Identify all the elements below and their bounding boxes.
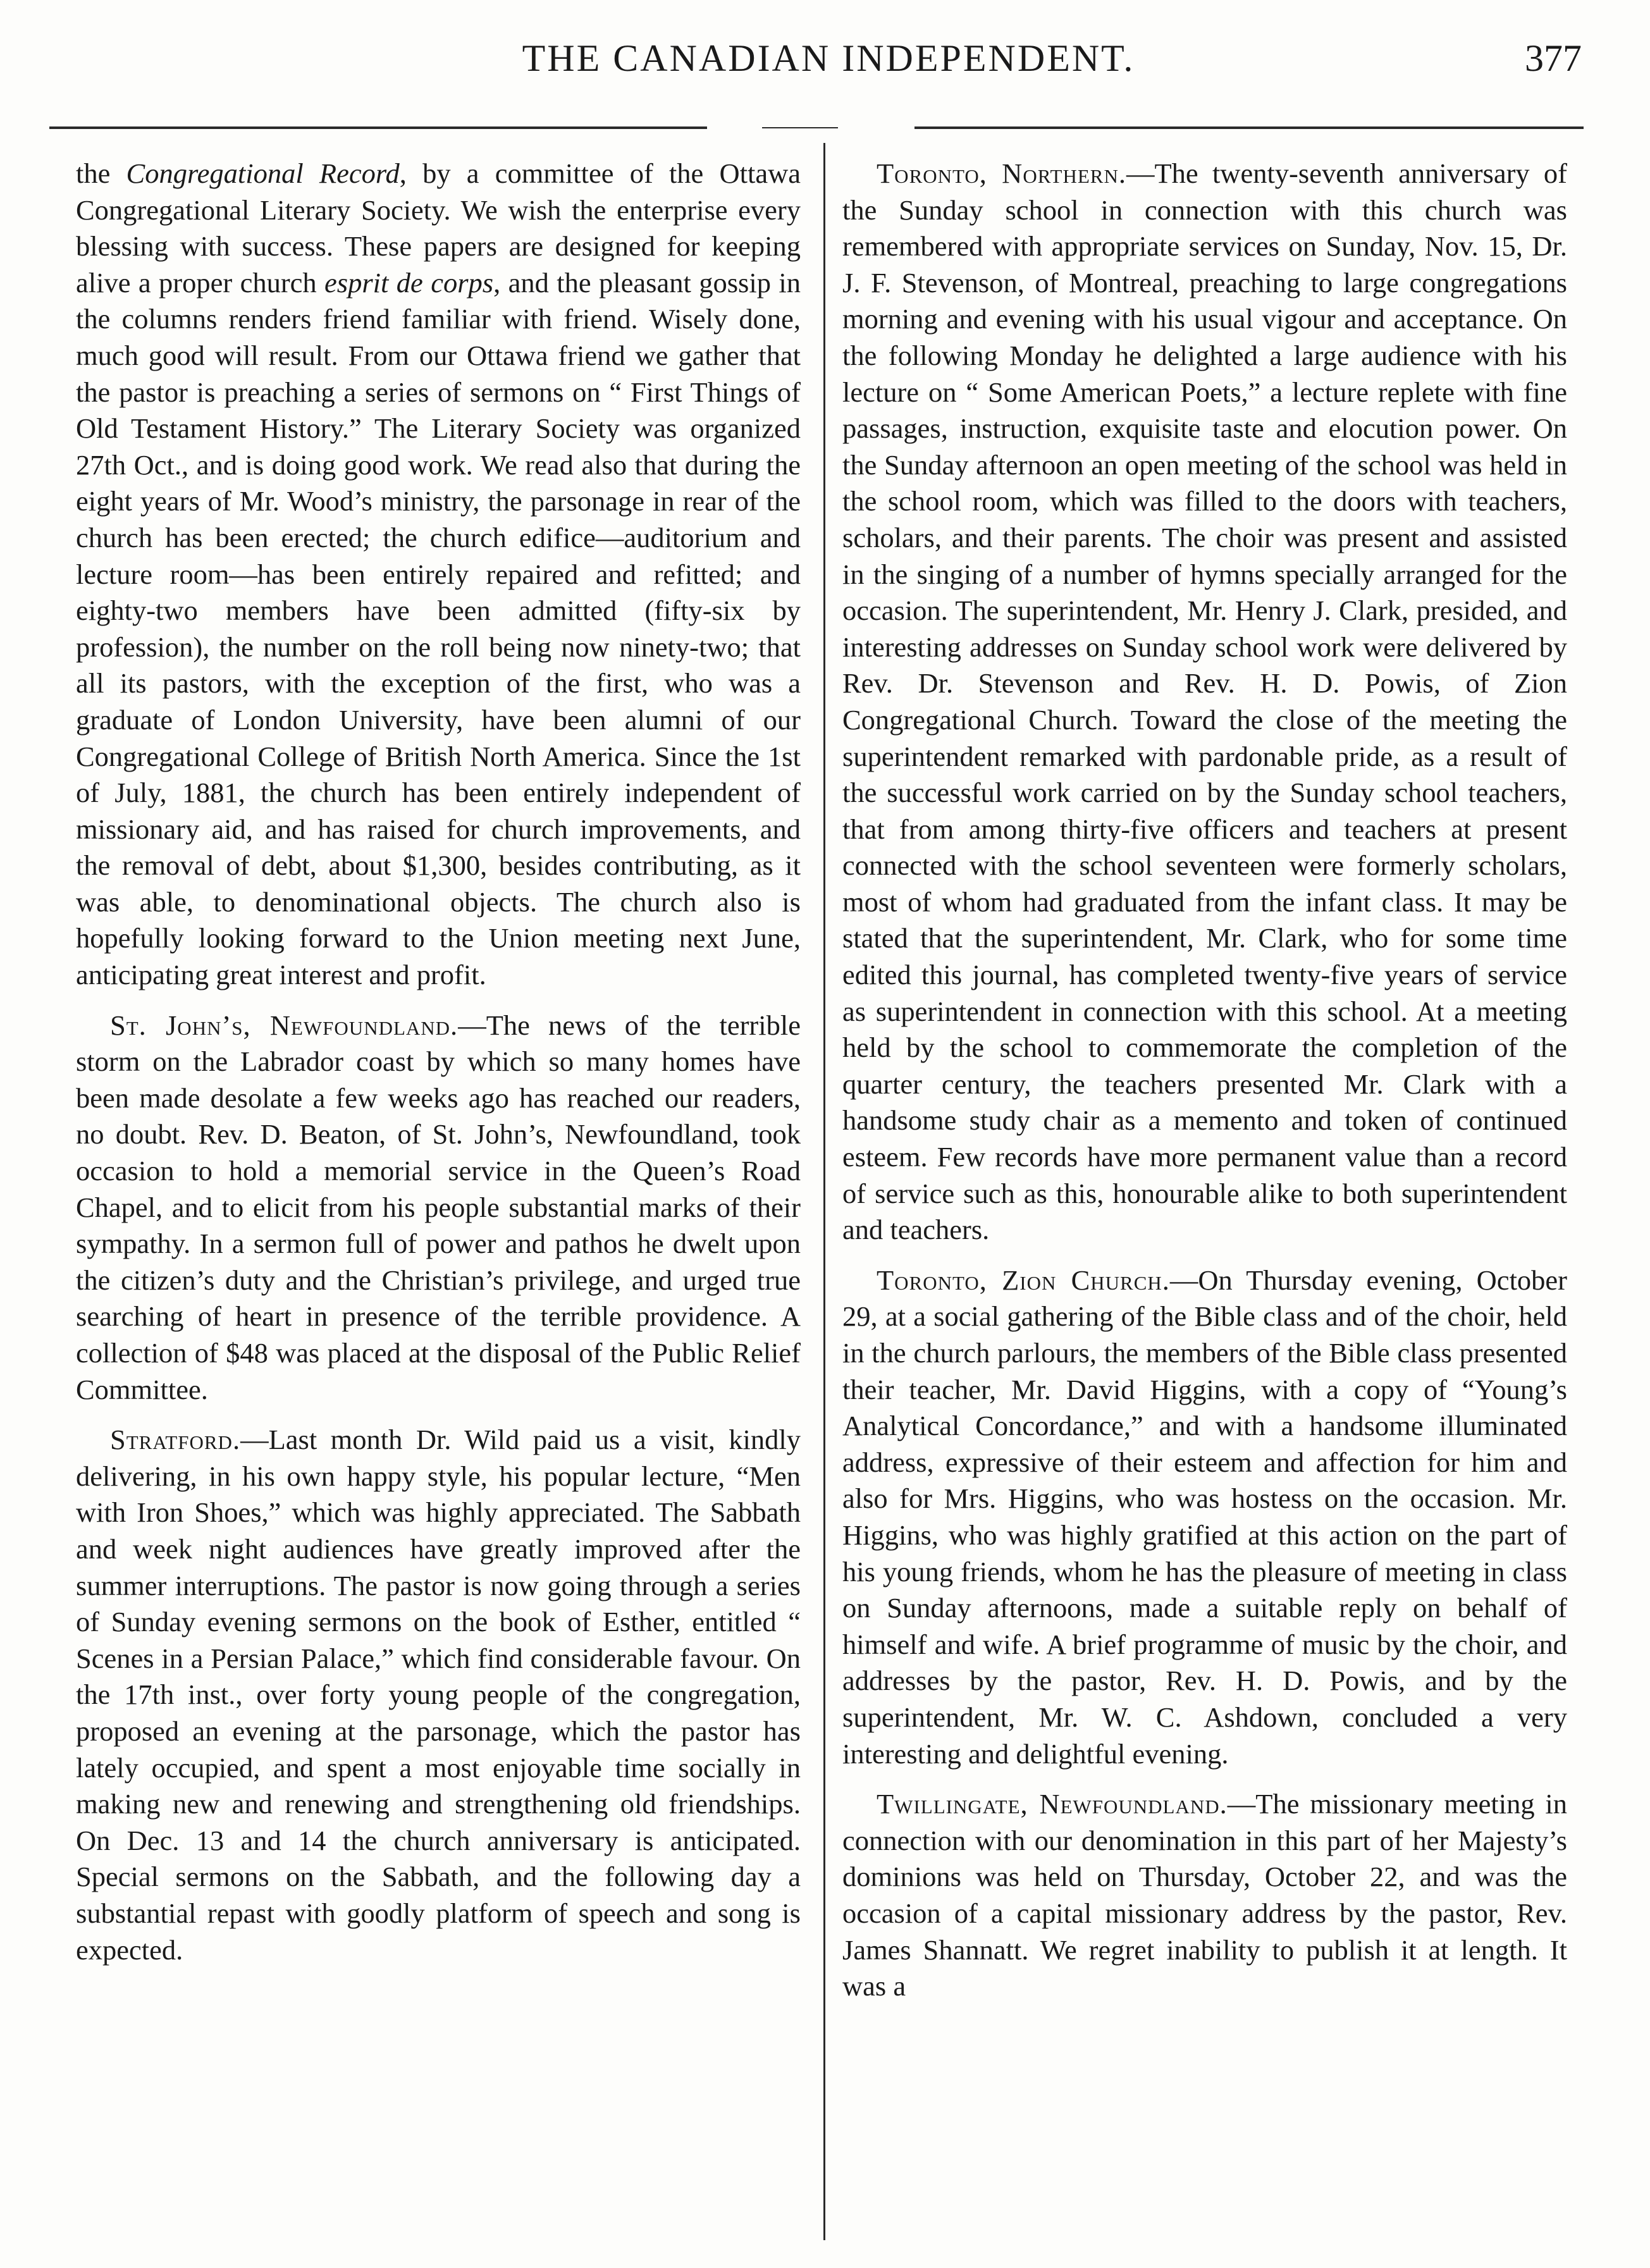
toronto-northern-heading: Toronto, Northern. (877, 157, 1126, 189)
right-column (842, 156, 1567, 2019)
st-johns-heading: St. John’s, Newfoundland. (110, 1009, 459, 1041)
st-johns-paragraph (76, 1008, 801, 1408)
twillingate-paragraph (842, 1786, 1567, 2005)
ottawa-paragraph: the Congregational Record, by a committee of the Ottawa Congregational Literary Society. We wish the enterprise every blessing with success. These papers are designed for keeping alive a proper church esprit de corps, and the pleasant gossip in the columns renders friend familiar with friend. Wisely done, much good will result. From our Ottawa friend we gather that the pastor is preaching a series of sermons on “ First Things of Old Testament History.” The Literary Society was organized 27th Oct., and is doing good work. We read also that during the eight years of Mr. Wood’s ministry, the parsonage in rear of the church has been erected; the church edifice—auditorium and lecture room—has been entirely repaired and refitted; and eighty-two members have been admitted (fifty-six by profession), the number on the roll being now ninety-two; that all its pastors, with the exception of the first, who was a graduate of London University, have been alumni of our Congregational College of British North America. Since the 1st of July, 1881, the church has been entirely independent of missionary aid, and has raised for church improvements, and the removal of debt, about $1,300, besides contributing, as it was able, to denominational objects. The church also is hopefully looking forward to the Union meeting next June, anticipating great interest and profit. (76, 157, 801, 991)
header-rule-right (914, 126, 1584, 129)
st-johns-body: —The news of the terrible storm on the Labrador coast by which so many homes have been made desolate a few weeks ago has reached our readers, no doubt. Rev. D. Beaton, of St. John’s, Newfoundland, took occasion to hold a memorial service in the Queen’s Road Chapel, and to elicit from his people substantial marks of their sympathy. In a sermon full of power and pathos he dwelt upon the citizen’s duty and the Christian’s privilege, and urged true searching of heart in presence of the terrible providence. A collection of $48 was placed at the disposal of the Public Relief Committee. (76, 1009, 801, 1405)
twillingate-body: —The missionary meeting in connection with our denomination in this part of her Majesty’s dominions was held on Thursday, October 22, and was the occasion of a capital missionary address by the pastor, Rev. James Shannatt. We regret inability to publish it at length. It was a (842, 1788, 1568, 2002)
stratford-paragraph (76, 1422, 801, 1968)
stratford-heading: Stratford. (110, 1424, 241, 1456)
toronto-northern-paragraph (842, 156, 1567, 1248)
italic-phrase: Congregational Record (126, 157, 400, 189)
header-rule-middle (762, 127, 838, 128)
toronto-zion-heading: Toronto, Zion Church. (877, 1264, 1170, 1296)
running-head-title: THE CANADIAN INDEPENDENT. (522, 37, 1135, 79)
stratford-body: —Last month Dr. Wild paid us a visit, kindly delivering, in his own happy style, his popular lecture, “Men with Iron Shoes,” which was highly appreciated. The Sabbath and week night audiences have greatly improved after the summer interruptions. The pastor is now going through a series of Sunday evening sermons on the book of Esther, entitled “ Scenes in a Persian Palace,” which find considerable favour. On the 17th inst., over forty young people of the congregation, proposed an evening at the parsonage, which the pastor has lately occupied, and spent a most enjoyable time socially in making new and renewing and strengthening old friendships. On Dec. 13 and 14 the church anniversary is anticipated. Special sermons on the Sabbath, and the following day a substantial repast with goodly platform of speech and song is expected. (76, 1424, 801, 1966)
header-rule-left (49, 126, 707, 129)
left-column (76, 156, 801, 1982)
page-number: 377 (1525, 37, 1582, 79)
toronto-northern-body: —The twenty-seventh anniversary of the Sunday school in connection with this church was remembered with appropriate services on Sunday, Nov. 15, Dr. J. F. Stevenson, of Montreal, preaching to large congregations morning and evening with his usual vigour and acceptance. On the following Monday he delighted a large audience with his lecture on “ Some American Poets,” a lecture replete with fine passages, instruction, exquisite taste and elocution power. On the Sunday afternoon an open meeting of the school was held in the school room, which was filled to the doors with teachers, scholars, and their parents. The choir was present and assisted in the singing of a number of hymns specially arranged for the occasion. The superintendent, Mr. Henry J. Clark, presided, and interesting addresses on Sunday school work were delivered by Rev. Dr. Stevenson and Rev. H. D. Powis, of Zion Congregational Church. Toward the close of the meeting the superintendent remarked with pardonable pride, as a result of the successful work carried on by the Sunday school teachers, that from among thirty-five officers and teachers at present connected with the school seventeen were formerly scholars, most of whom had graduated from the infant class. It may be stated that the superintendent, Mr. Clark, who for some time edited this journal, has completed twenty-five years of service as superintendent in connection with this school. At a meeting held by the school to commemorate the completion of the quarter century, the teachers presented Mr. Clark with a handsome study chair as a memento and token of continued esteem. Few records have more permanent value than a record of service such as this, honourable alike to both superintendent and teachers. (842, 157, 1567, 1246)
italic-phrase: esprit de corps (324, 266, 494, 299)
toronto-zion-paragraph (842, 1262, 1567, 1772)
column-divider (823, 143, 825, 2240)
twillingate-heading: Twillingate, Newfoundland. (877, 1788, 1228, 1820)
toronto-zion-body: —On Thursday evening, October 29, at a social gathering of the Bible class and of the choir, held in the church parlours, the members of the Bible class presented their teacher, Mr. David Higgins, with a copy of “Young’s Analytical Concordance,” and with a handsome illuminated address, expressive of their esteem and affection for him and also for Mrs. Higgins, who was hostess on the occasion. Mr. Higgins, who was highly gratified at this action on the part of his young friends, whom he has the pleasure of meeting in class on Sunday afternoons, made a suitable reply on behalf of himself and wife. A brief programme of music by the choir, and addresses by the pastor, Rev. H. D. Powis, and by the superintendent, Mr. W. C. Ashdown, concluded a very interesting and delightful evening. (842, 1264, 1567, 1770)
